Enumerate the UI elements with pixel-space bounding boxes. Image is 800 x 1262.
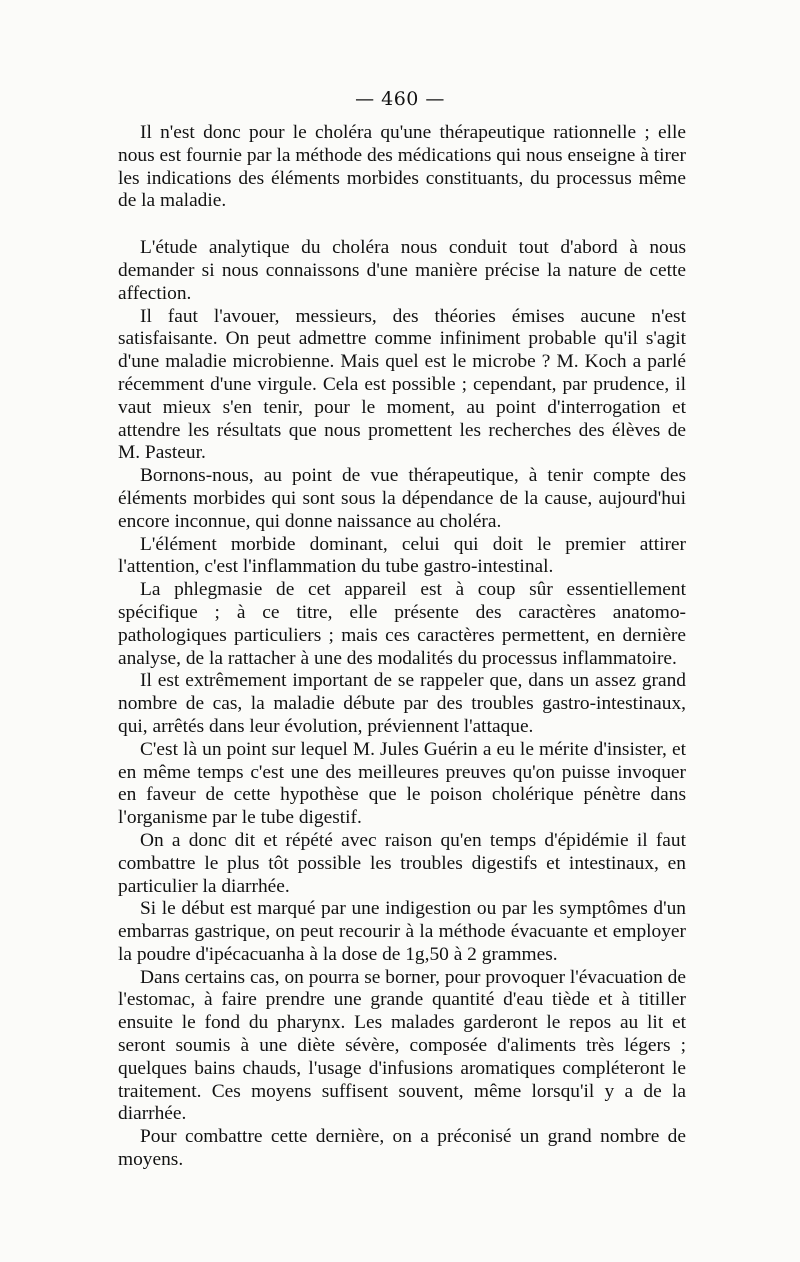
paragraph: Il n'est donc pour le choléra qu'une thérapeutique rationnelle ; elle nous est fournie par la méthode des médications qui nous enseigne à tirer les indications des éléments morbides constituants, du processus même de la maladie. (118, 122, 686, 212)
paragraph: L'étude analytique du choléra nous conduit tout d'abord à nous demander si nous connaissons d'une manière précise la nature de cette affection. (118, 237, 686, 304)
paragraph: La phlegmasie de cet appareil est à coup sûr essentiellement spécifique ; à ce titre, elle présente des caractères anatomo-pathologiques particuliers ; mais ces caractères permettent, en dernière analyse, de la rattacher à une des modalités du processus inflammatoire. (118, 579, 686, 669)
paragraph: Dans certains cas, on pourra se borner, pour provoquer l'évacuation de l'estomac, à faire prendre une grande quantité d'eau tiède et à titiller ensuite le fond du pharynx. Les malades garderont le repos au lit et seront soumis à une diète sévère, composée d'aliments très légers ; quelques bains chauds, l'usage d'infusions aromatiques compléteront le traitement. Ces moyens suffisent souvent, même lorsqu'il y a de la diarrhée. (118, 966, 686, 1125)
paragraph: Il faut l'avouer, messieurs, des théories émises aucune n'est satisfaisante. On peut admettre comme infiniment probable qu'il s'agit d'une maladie microbienne. Mais quel est le microbe ? M. Koch a parlé récemment d'une virgule. Cela est possible ; cependant, par prudence, il vaut mieux s'en tenir, pour le moment, au point d'interrogation et attendre les résultats que nous promettent les recherches des élèves de M. Pasteur. (118, 305, 686, 464)
paragraph: L'élément morbide dominant, celui qui doit le premier attirer l'attention, c'est l'inflammation du tube gastro-intestinal. (118, 533, 686, 578)
paragraph: Pour combattre cette dernière, on a préconisé un grand nombre de moyens. (118, 1126, 686, 1171)
paragraph: Bornons-nous, au point de vue thérapeutique, à tenir compte des éléments morbides qui sont sous la dépendance de la cause, aujourd'hui encore inconnue, qui donne naissance au choléra. (118, 465, 686, 532)
page-number: — 460 — (355, 88, 445, 110)
paragraph: Il est extrêmement important de se rappeler que, dans un assez grand nombre de cas, la maladie débute par des troubles gastro-intestinaux, qui, arrêtés dans leur évolution, préviennent l'attaque. (118, 670, 686, 737)
paragraph: On a donc dit et répété avec raison qu'en temps d'épidémie il faut combattre le plus tôt possible les troubles digestifs et intestinaux, en particulier la diarrhée. (118, 829, 686, 897)
paragraph: C'est là un point sur lequel M. Jules Guérin a eu le mérite d'insister, et en même temps c'est une des meilleures preuves qu'on puisse invoquer en faveur de cette hypothèse que le poison cholérique pénètre dans l'organisme par le tube digestif. (118, 738, 686, 829)
body-text (118, 122, 686, 1172)
paragraph: Si le début est marqué par une indigestion ou par les symptômes d'un embarras gastrique, on peut recourir à la méthode évacuante et employer la poudre d'ipécacuanha à la dose de 1g,50 à 2 grammes. (118, 898, 686, 965)
